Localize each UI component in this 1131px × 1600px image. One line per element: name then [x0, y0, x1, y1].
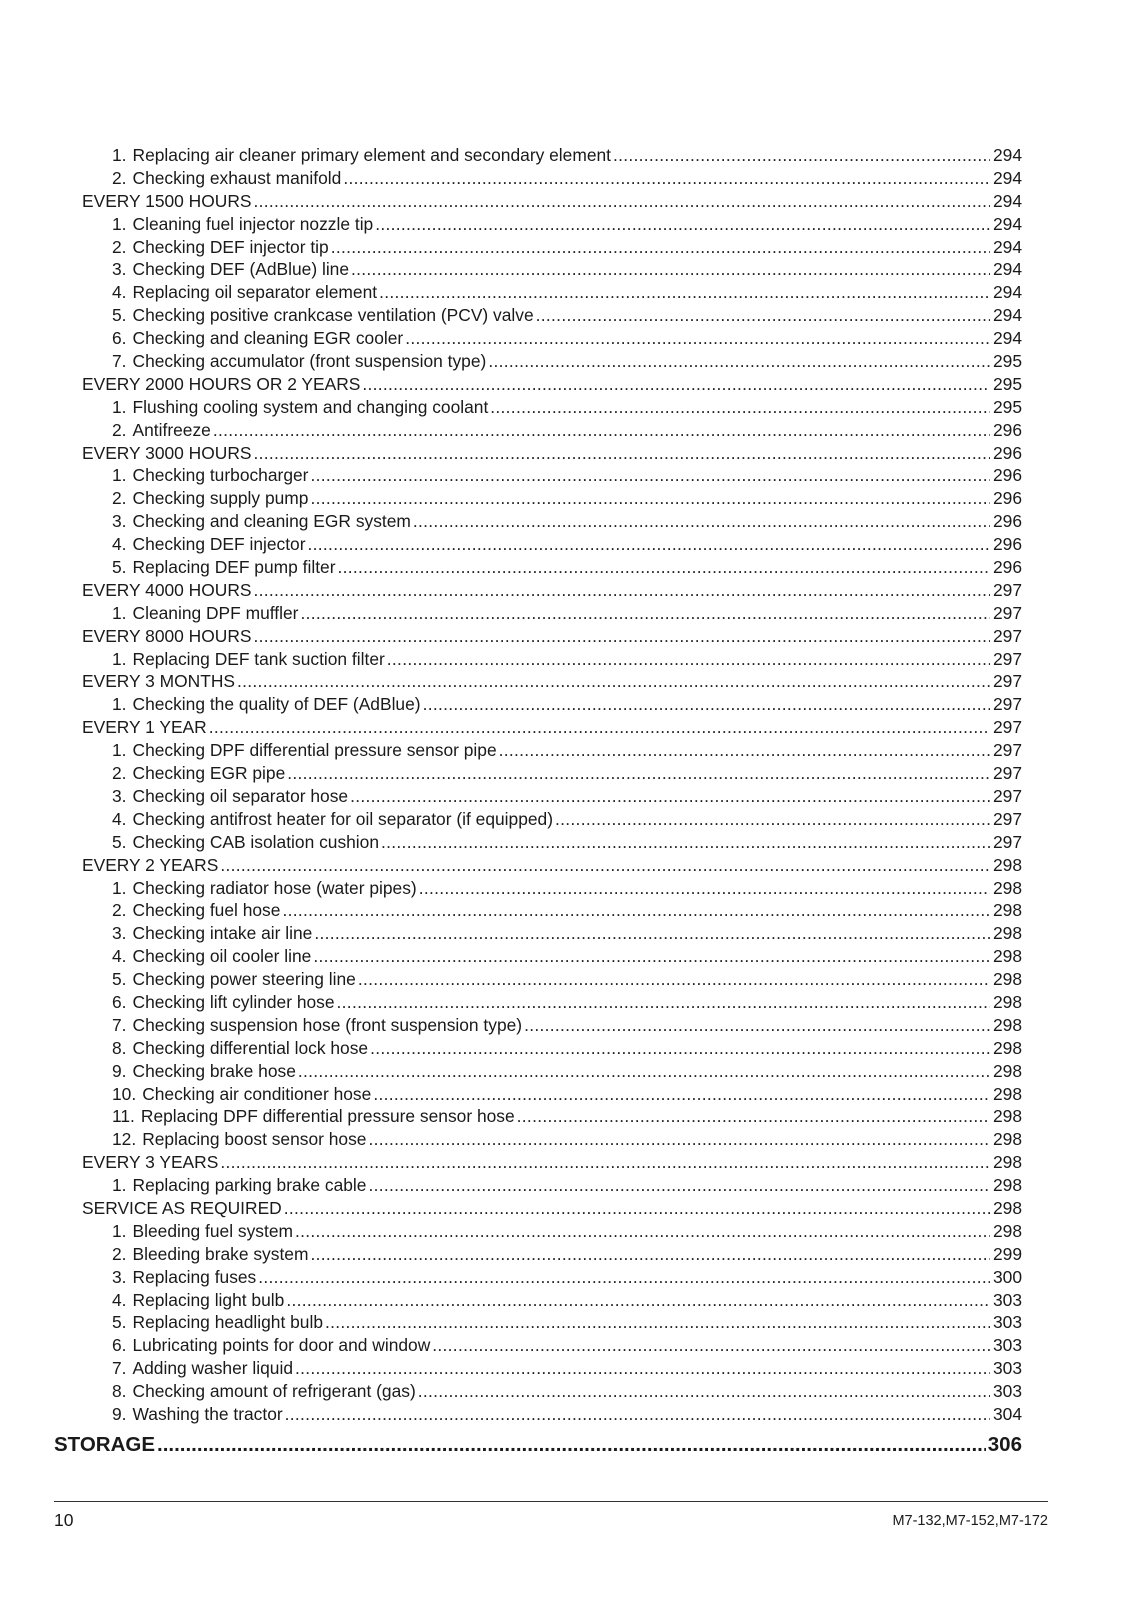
dot-leader — [253, 190, 990, 213]
toc-section-heading[interactable] — [82, 373, 1022, 396]
toc-item[interactable] — [82, 1105, 1022, 1128]
toc-entry-label: Checking intake air line — [132, 923, 313, 944]
dot-leader — [313, 945, 990, 968]
dot-leader — [314, 922, 990, 945]
toc-item-number: 1. — [112, 396, 127, 417]
toc-page-number: 298 — [992, 1083, 1022, 1104]
toc-item[interactable] — [82, 968, 1022, 991]
toc-page-number: 298 — [992, 1060, 1022, 1081]
dot-leader — [379, 281, 990, 304]
footer-divider — [54, 1501, 1048, 1502]
toc-page-number: 297 — [992, 694, 1022, 715]
dot-leader — [258, 1266, 990, 1289]
toc-item-number: 1. — [112, 602, 127, 623]
toc-page-number: 298 — [992, 1152, 1022, 1173]
toc-item-number: 5. — [112, 1312, 127, 1333]
toc-section-heading[interactable] — [82, 670, 1022, 693]
toc-item-number: 1. — [112, 694, 127, 715]
toc-item[interactable] — [82, 808, 1022, 831]
toc-item[interactable] — [82, 213, 1022, 236]
dot-leader — [213, 419, 990, 442]
toc-item[interactable] — [82, 1243, 1022, 1266]
toc-page-number: 298 — [992, 1014, 1022, 1035]
toc-entry-label: Bleeding fuel system — [132, 1220, 293, 1241]
toc-item[interactable] — [82, 1357, 1022, 1380]
toc-item[interactable] — [82, 144, 1022, 167]
toc-item-number: 1. — [112, 648, 127, 669]
dot-leader — [157, 1432, 986, 1458]
toc-entry-label: Checking and cleaning EGR system — [132, 511, 411, 532]
toc-item-number: 11. — [112, 1106, 135, 1127]
toc-entry-label: Checking and cleaning EGR cooler — [132, 328, 404, 349]
toc-page-number: 295 — [992, 351, 1022, 372]
toc-item-number: 2. — [112, 763, 127, 784]
toc-page-number: 298 — [992, 1037, 1022, 1058]
toc-item-number: 2. — [112, 900, 127, 921]
dot-leader — [524, 1014, 990, 1037]
toc-section-heading[interactable] — [82, 579, 1022, 602]
toc-item[interactable] — [82, 1311, 1022, 1334]
toc-item-number: 4. — [112, 282, 127, 303]
toc-section-heading[interactable] — [82, 625, 1022, 648]
toc-entry-label: Checking brake hose — [132, 1060, 296, 1081]
toc-page-number: 296 — [992, 534, 1022, 555]
toc-item[interactable] — [82, 281, 1022, 304]
toc-item[interactable] — [82, 1174, 1022, 1197]
toc-entry-label: Checking supply pump — [132, 488, 309, 509]
toc-item-number: 4. — [112, 808, 127, 829]
toc-item-number: 1. — [112, 213, 127, 234]
toc-item-number: 1. — [112, 877, 127, 898]
toc-item[interactable] — [82, 396, 1022, 419]
toc-item[interactable] — [82, 785, 1022, 808]
toc-entry-label: Checking lift cylinder hose — [132, 991, 335, 1012]
toc-page-number: 298 — [992, 1220, 1022, 1241]
toc-page-number: 297 — [992, 808, 1022, 829]
toc-entry-label: Checking accumulator (front suspension type) — [132, 351, 487, 372]
toc-section-heading[interactable] — [82, 854, 1022, 877]
toc-entry-label: Checking EGR pipe — [132, 763, 286, 784]
toc-page-number: 294 — [992, 328, 1022, 349]
toc-entry-label: Washing the tractor — [132, 1403, 283, 1424]
toc-page-number: 294 — [992, 167, 1022, 188]
table-of-contents — [82, 144, 1022, 1426]
toc-entry-label: Checking exhaust manifold — [132, 167, 342, 188]
toc-page-number: 297 — [992, 648, 1022, 669]
toc-entry-label: EVERY 1 YEAR — [82, 717, 207, 738]
toc-entry-label: EVERY 2 YEARS — [82, 854, 219, 875]
toc-item-number: 8. — [112, 1037, 127, 1058]
dot-leader — [432, 1334, 990, 1357]
toc-page-number: 294 — [992, 213, 1022, 234]
toc-page-number: 297 — [992, 579, 1022, 600]
toc-item-number: 3. — [112, 259, 127, 280]
toc-item-number: 1. — [112, 1220, 127, 1241]
toc-section-heading[interactable] — [82, 716, 1022, 739]
toc-entry-label: Replacing headlight bulb — [132, 1312, 323, 1333]
toc-page-number: 294 — [992, 236, 1022, 257]
toc-item-number: 2. — [112, 419, 127, 440]
toc-entry-label: Checking suspension hose (front suspension type) — [132, 1014, 523, 1035]
toc-entry-label: Checking positive crankcase ventilation (PCV) valve — [132, 305, 534, 326]
toc-item-number: 7. — [112, 1014, 127, 1035]
toc-item[interactable] — [82, 1403, 1022, 1426]
dot-leader — [362, 373, 990, 396]
dot-leader — [358, 968, 990, 991]
toc-page-number: 298 — [992, 1129, 1022, 1150]
toc-item[interactable] — [82, 762, 1022, 785]
dot-leader — [555, 808, 990, 831]
toc-page-number: 295 — [992, 396, 1022, 417]
dot-leader — [286, 1289, 990, 1312]
toc-page-number: 296 — [992, 557, 1022, 578]
dot-leader — [310, 487, 990, 510]
dot-leader — [381, 831, 990, 854]
toc-entry-label: Checking oil separator hose — [132, 785, 349, 806]
toc-item-number: 6. — [112, 328, 127, 349]
toc-item-number: 4. — [112, 534, 127, 555]
toc-item[interactable] — [82, 258, 1022, 281]
toc-entry-label: Checking DEF (AdBlue) line — [132, 259, 350, 280]
dot-leader — [370, 1037, 990, 1060]
toc-page-number: 296 — [992, 442, 1022, 463]
toc-page-number: 304 — [992, 1403, 1022, 1424]
toc-item[interactable] — [82, 739, 1022, 762]
chapter-entry-storage[interactable] — [54, 1432, 1022, 1458]
toc-item-number: 8. — [112, 1381, 127, 1402]
dot-leader — [343, 167, 990, 190]
toc-page-number: 298 — [992, 854, 1022, 875]
toc-page-number: 298 — [992, 1197, 1022, 1218]
toc-entry-label: EVERY 2000 HOURS OR 2 YEARS — [82, 373, 361, 394]
toc-entry-label: Checking DEF injector tip — [132, 236, 329, 257]
toc-page-number: 297 — [992, 671, 1022, 692]
toc-item[interactable] — [82, 464, 1022, 487]
toc-entry-label: Replacing DEF tank suction filter — [132, 648, 385, 669]
dot-leader — [310, 1243, 990, 1266]
dot-leader — [253, 579, 990, 602]
toc-item-number: 5. — [112, 969, 127, 990]
toc-page-number: 297 — [992, 717, 1022, 738]
dot-leader — [284, 1197, 990, 1220]
toc-page-number: 298 — [992, 946, 1022, 967]
toc-page-number: 297 — [992, 625, 1022, 646]
toc-page-number: 300 — [992, 1266, 1022, 1287]
dot-leader — [295, 1357, 990, 1380]
toc-page-number: 303 — [992, 1289, 1022, 1310]
toc-entry-label: Checking DPF differential pressure sensor pipe — [132, 740, 497, 761]
dot-leader — [536, 304, 990, 327]
toc-item[interactable] — [82, 556, 1022, 579]
toc-page-number: 298 — [992, 900, 1022, 921]
toc-entry-label: Replacing DEF pump filter — [132, 557, 336, 578]
dot-leader — [285, 1403, 990, 1426]
toc-entry-label: Adding washer liquid — [132, 1358, 293, 1379]
toc-item[interactable] — [82, 1220, 1022, 1243]
toc-item-number: 5. — [112, 557, 127, 578]
toc-entry-label: Lubricating points for door and window — [132, 1335, 431, 1356]
toc-item[interactable] — [82, 304, 1022, 327]
toc-entry-label: Flushing cooling system and changing coolant — [132, 396, 489, 417]
toc-page-number: 298 — [992, 877, 1022, 898]
dot-leader — [338, 556, 990, 579]
dot-leader — [499, 739, 990, 762]
toc-page-number: 303 — [992, 1381, 1022, 1402]
toc-entry-label: Checking radiator hose (water pipes) — [132, 877, 417, 898]
toc-item-number: 1. — [112, 145, 127, 165]
toc-item[interactable] — [82, 1014, 1022, 1037]
toc-item[interactable] — [82, 991, 1022, 1014]
toc-entry-label: Replacing light bulb — [132, 1289, 285, 1310]
dot-leader — [308, 533, 990, 556]
toc-page-number: 298 — [992, 991, 1022, 1012]
dot-leader — [331, 236, 990, 259]
toc-item[interactable] — [82, 1060, 1022, 1083]
dot-leader — [375, 213, 990, 236]
toc-page-number: 303 — [992, 1358, 1022, 1379]
toc-entry-label: Bleeding brake system — [132, 1243, 309, 1264]
toc-page-number: 297 — [992, 602, 1022, 623]
toc-item[interactable] — [82, 1334, 1022, 1357]
toc-item[interactable] — [82, 1128, 1022, 1151]
toc-page-number: 303 — [992, 1312, 1022, 1333]
toc-item[interactable] — [82, 487, 1022, 510]
dot-leader — [295, 1220, 990, 1243]
toc-item[interactable] — [82, 1037, 1022, 1060]
dot-leader — [253, 625, 990, 648]
toc-entry-label: EVERY 3 YEARS — [82, 1152, 219, 1173]
toc-item[interactable] — [82, 1289, 1022, 1312]
toc-item-number: 3. — [112, 511, 127, 532]
toc-page-number: 298 — [992, 1106, 1022, 1127]
toc-item-number: 9. — [112, 1060, 127, 1081]
toc-item-number: 3. — [112, 923, 127, 944]
dot-leader — [351, 258, 990, 281]
toc-entry-label: SERVICE AS REQUIRED — [82, 1197, 282, 1218]
dot-leader — [368, 1174, 990, 1197]
toc-item[interactable] — [82, 1083, 1022, 1106]
toc-page-number: 298 — [992, 1175, 1022, 1196]
toc-page-number: 294 — [992, 145, 1022, 165]
toc-item-number: 3. — [112, 1266, 127, 1287]
toc-entry-label: EVERY 3 MONTHS — [82, 671, 236, 692]
toc-item[interactable] — [82, 693, 1022, 716]
dot-leader — [337, 991, 990, 1014]
toc-page-number: 299 — [992, 1243, 1022, 1264]
dot-leader — [237, 670, 990, 693]
toc-entry-label: EVERY 8000 HOURS — [82, 625, 252, 646]
toc-item[interactable] — [82, 1266, 1022, 1289]
toc-item[interactable] — [82, 648, 1022, 671]
toc-page-number: 294 — [992, 282, 1022, 303]
dot-leader — [418, 1380, 990, 1403]
toc-section-heading[interactable] — [82, 190, 1022, 213]
toc-item[interactable] — [82, 831, 1022, 854]
toc-item-number: 2. — [112, 1243, 127, 1264]
toc-entry-label: Checking turbocharger — [132, 465, 309, 486]
dot-leader — [220, 1151, 990, 1174]
dot-leader — [405, 327, 990, 350]
toc-item[interactable] — [82, 510, 1022, 533]
toc-item-number: 12. — [112, 1129, 137, 1150]
toc-page-number: 296 — [992, 419, 1022, 440]
toc-section-heading[interactable] — [82, 1197, 1022, 1220]
dot-leader — [209, 716, 990, 739]
toc-page-number: 297 — [992, 740, 1022, 761]
toc-page-number: 297 — [992, 831, 1022, 852]
toc-entry-label: Checking DEF injector — [132, 534, 306, 555]
toc-entry-label: EVERY 4000 HOURS — [82, 579, 252, 600]
toc-page-number: 295 — [992, 373, 1022, 394]
toc-entry-label: Cleaning DPF muffler — [132, 602, 299, 623]
toc-item[interactable] — [82, 350, 1022, 373]
toc-entry-label: Checking amount of refrigerant (gas) — [132, 1381, 416, 1402]
dot-leader — [613, 144, 990, 167]
dot-leader — [287, 762, 990, 785]
toc-item-number: 2. — [112, 236, 127, 257]
dot-leader — [298, 1060, 990, 1083]
toc-item[interactable] — [82, 533, 1022, 556]
toc-item-number: 5. — [112, 305, 127, 326]
toc-entry-label: Antifreeze — [132, 419, 211, 440]
toc-page-number: 298 — [992, 923, 1022, 944]
toc-entry-label: Replacing DPF differential pressure sensor hose — [140, 1106, 515, 1127]
dot-leader — [419, 877, 990, 900]
toc-item[interactable] — [82, 236, 1022, 259]
toc-entry-label: Checking fuel hose — [132, 900, 281, 921]
toc-entry-label: EVERY 1500 HOURS — [82, 190, 252, 211]
dot-leader — [325, 1311, 990, 1334]
toc-item-number: 2. — [112, 488, 127, 509]
dot-leader — [300, 602, 990, 625]
dot-leader — [387, 648, 990, 671]
toc-item[interactable] — [82, 1380, 1022, 1403]
toc-page-number: 296 — [992, 511, 1022, 532]
toc-page-number: 297 — [992, 785, 1022, 806]
dot-leader — [253, 442, 990, 465]
toc-item[interactable] — [82, 167, 1022, 190]
toc-item[interactable] — [82, 922, 1022, 945]
toc-entry-label: EVERY 3000 HOURS — [82, 442, 252, 463]
dot-leader — [310, 464, 990, 487]
toc-item-number: 6. — [112, 1335, 127, 1356]
dot-leader — [282, 899, 990, 922]
toc-page-number: 294 — [992, 259, 1022, 280]
toc-section-heading[interactable] — [82, 1151, 1022, 1174]
toc-page-number: 298 — [992, 969, 1022, 990]
dot-leader — [413, 510, 990, 533]
toc-page-number: 294 — [992, 190, 1022, 211]
dot-leader — [373, 1083, 990, 1106]
toc-item-number: 4. — [112, 1289, 127, 1310]
toc-item-number: 4. — [112, 946, 127, 967]
dot-leader — [368, 1128, 990, 1151]
toc-item-number: 9. — [112, 1403, 127, 1424]
toc-item-number: 7. — [112, 351, 127, 372]
toc-page-number: 296 — [992, 488, 1022, 509]
dot-leader — [490, 396, 990, 419]
toc-item-number: 2. — [112, 167, 127, 188]
dot-leader — [517, 1105, 990, 1128]
toc-item-number: 5. — [112, 831, 127, 852]
chapter-page-number: 306 — [987, 1433, 1022, 1456]
toc-item[interactable] — [82, 945, 1022, 968]
toc-page-number: 303 — [992, 1335, 1022, 1356]
toc-entry-label: Replacing air cleaner primary element and secondary element — [132, 145, 612, 165]
toc-item-number: 3. — [112, 785, 127, 806]
toc-entry-label: Checking air conditioner hose — [142, 1083, 372, 1104]
toc-item-number: 1. — [112, 740, 127, 761]
toc-item[interactable] — [82, 327, 1022, 350]
dot-leader — [488, 350, 990, 373]
toc-entry-label: Replacing oil separator element — [132, 282, 378, 303]
toc-item[interactable] — [82, 877, 1022, 900]
toc-item-number: 7. — [112, 1358, 127, 1379]
toc-entry-label: Replacing boost sensor hose — [142, 1129, 367, 1150]
toc-item[interactable] — [82, 602, 1022, 625]
toc-item-number: 1. — [112, 1175, 127, 1196]
toc-item[interactable] — [82, 899, 1022, 922]
toc-item-number: 6. — [112, 991, 127, 1012]
dot-leader — [350, 785, 990, 808]
toc-item-number: 10. — [112, 1083, 137, 1104]
toc-entry-label: Checking antifrost heater for oil separator (if equipped) — [132, 808, 554, 829]
toc-entry-label: Checking CAB isolation cushion — [132, 831, 380, 852]
toc-entry-label: Checking differential lock hose — [132, 1037, 369, 1058]
toc-page-number: 296 — [992, 465, 1022, 486]
chapter-title: STORAGE — [54, 1433, 155, 1456]
page-number: 10 — [54, 1510, 74, 1530]
dot-leader — [423, 693, 990, 716]
toc-item-number: 1. — [112, 465, 127, 486]
toc-entry-label: Replacing fuses — [132, 1266, 257, 1287]
toc-entry-label: Checking the quality of DEF (AdBlue) — [132, 694, 421, 715]
toc-page-number: 294 — [992, 305, 1022, 326]
model-numbers: M7-132,M7-152,M7-172 — [892, 1513, 1048, 1529]
toc-entry-label: Replacing parking brake cable — [132, 1175, 367, 1196]
toc-item[interactable] — [82, 419, 1022, 442]
toc-section-heading[interactable] — [82, 442, 1022, 465]
toc-entry-label: Checking oil cooler line — [132, 946, 312, 967]
toc-page-number: 297 — [992, 763, 1022, 784]
toc-entry-label: Checking power steering line — [132, 969, 356, 990]
toc-entry-label: Cleaning fuel injector nozzle tip — [132, 213, 374, 234]
dot-leader — [220, 854, 990, 877]
